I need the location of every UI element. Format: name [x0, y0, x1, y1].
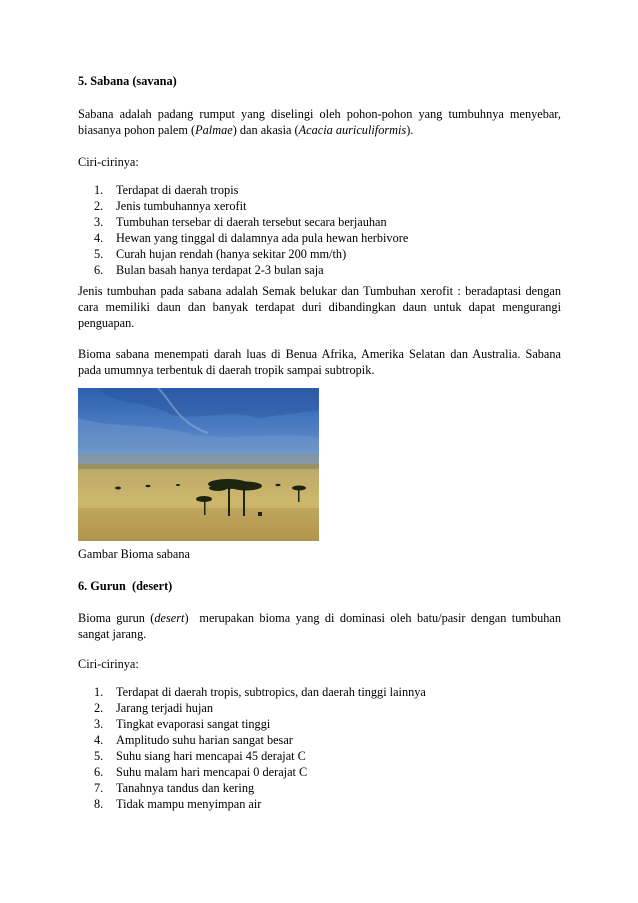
italic-term-desert: desert	[154, 611, 185, 625]
list-item: 4. Amplitudo suhu harian sangat besar	[94, 733, 293, 747]
list-item: 3. Tingkat evaporasi sangat tinggi	[94, 717, 271, 731]
list-item: 5. Suhu siang hari mencapai 45 derajat C	[94, 749, 306, 763]
sabana-lokasi-paragraph: Bioma sabana menempati darah luas di Benua Afrika, Amerika Selatan dan Australia. Sabana pada umumnya terbentuk di daerah tropik sampai subtropik.	[78, 347, 561, 377]
list-item: 6. Bulan basah hanya terdapat 2-3 bulan saja	[94, 263, 324, 277]
gurun-intro-paragraph: Bioma gurun (desert) merupakan bioma yang di dominasi oleh batu/pasir dengan tumbuhan sangat jarang.	[78, 611, 565, 641]
sabana-intro-paragraph: Sabana adalah padang rumput yang diselingi oleh pohon-pohon yang tumbuhnya menyebar, biasanya pohon palem (Palmae) dan akasia (Acacia auriculiformis).	[78, 107, 561, 137]
sabana-ciri-list	[78, 182, 561, 278]
list-item: 1. Terdapat di daerah tropis, subtropics, dan daerah tinggi lainnya	[94, 685, 426, 699]
gurun-ciri-label: Ciri-cirinya:	[78, 657, 139, 671]
list-item: 5. Curah hujan rendah (hanya sekitar 200 mm/th)	[94, 247, 347, 261]
italic-term-acacia: Acacia auriculiformis	[298, 123, 407, 137]
gurun-ciri-list	[78, 684, 561, 812]
sabana-photo-caption: Gambar Bioma sabana	[78, 547, 190, 561]
italic-term-palmae: Palmae	[195, 123, 233, 137]
savanna-photo-illustration	[78, 388, 319, 541]
list-item: 2. Jarang terjadi hujan	[94, 701, 213, 715]
sabana-tumbuhan-paragraph: Jenis tumbuhan pada sabana adalah Semak belukar dan Tumbuhan xerofit : beradaptasi dengan cara memiliki daun dan banyak terdapat duri dibandingkan daun untuk dapat mengurangi penguapan.	[78, 284, 561, 330]
list-item: 7. Tanahnya tandus dan kering	[94, 781, 255, 795]
list-item: 2. Jenis tumbuhannya xerofit	[94, 199, 247, 213]
section-heading-gurun: 6. Gurun (desert)	[78, 579, 173, 593]
list-item: 8. Tidak mampu menyimpan air	[94, 797, 262, 811]
list-item: 4. Hewan yang tinggal di dalamnya ada pula hewan herbivore	[94, 231, 409, 245]
section-heading-sabana: 5. Sabana (savana)	[78, 74, 177, 88]
list-item: 3. Tumbuhan tersebar di daerah tersebut secara berjauhan	[94, 215, 387, 229]
list-item: 1. Terdapat di daerah tropis	[94, 183, 239, 197]
sabana-ciri-label: Ciri-cirinya:	[78, 155, 139, 169]
list-item: 6. Suhu malam hari mencapai 0 derajat C	[94, 765, 308, 779]
savanna-photo	[78, 388, 319, 541]
